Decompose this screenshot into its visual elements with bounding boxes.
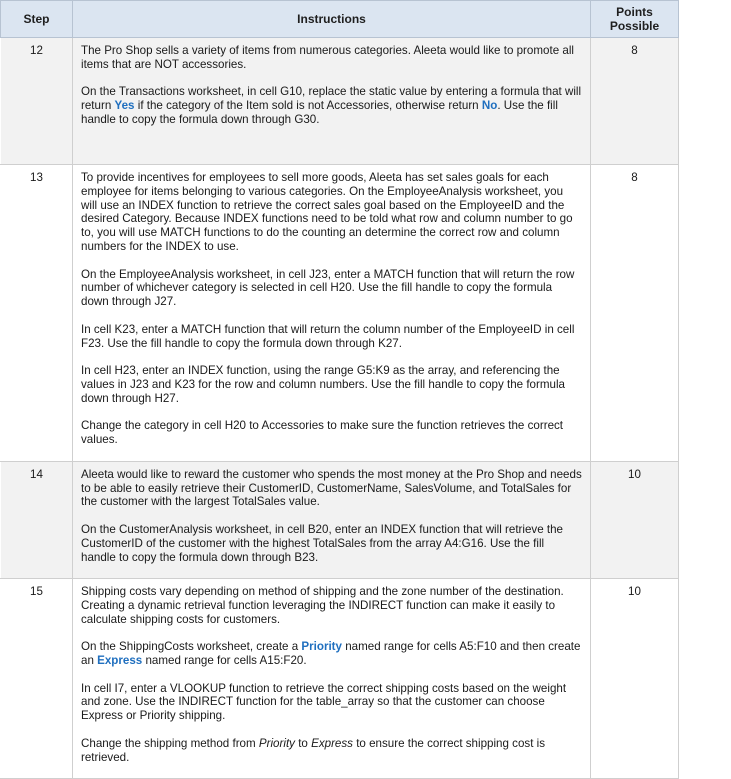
text-span: named range for cells A5:F10 and then create an [81, 640, 581, 668]
instruction-paragraph: In cell H23, enter an INDEX function, using the range G5:K9 as the array, and referencing the values in J23 and K23 for the row and column numbers. Use the fill handle to copy the formula down through H27. [81, 364, 565, 405]
table-row [1, 579, 679, 779]
instruction-paragraph: The Pro Shop sells a variety of items from numerous categories. Aleeta would like to promote all items that are NOT accessories. [81, 44, 574, 71]
keyword-priority: Priority [301, 640, 342, 654]
instruction-paragraph: Aleeta would like to reward the customer who spends the most money at the Pro Shop and needs to be able to easily retrieve their CustomerID, CustomerName, SalesVolume, and TotalSales for the customer with the largest TotalSales value. [81, 467, 582, 509]
header-points-line1: Points [616, 5, 653, 19]
points-value: 10 [591, 579, 679, 779]
text-span: to ensure the correct shipping cost is retrieved. [81, 736, 546, 764]
text-span: named range for cells A15:F20. [142, 654, 307, 668]
instruction-paragraph: Shipping costs vary depending on method of shipping and the zone number of the destination. Creating a dynamic retrieval function leveraging the INDIRECT function can make it easily to calculate shipping costs for customers. [81, 585, 564, 626]
step-number: 15 [1, 579, 73, 779]
text-span: if the category of the Item sold is not Accessories, otherwise return [134, 99, 482, 113]
instruction-paragraph: On the CustomerAnalysis worksheet, in cell B20, enter an INDEX function that will retrieve the CustomerID of the customer with the highest TotalSales from the array A4:G16. Use the fill handle to copy the formula down through B23. [81, 522, 564, 564]
instruction-cell [73, 579, 591, 779]
instruction-paragraph: On the EmployeeAnalysis worksheet, in cell J23, enter a MATCH function that will return the row number of whichever category is selected in cell H20. Use the fill handle to copy the formula down through J27. [81, 267, 575, 309]
instruction-cell [73, 461, 591, 578]
text-span: . Use the fill handle to copy the formula down through G30. [81, 99, 558, 126]
text-span: On the Transactions worksheet, in cell G10, replace the static value by entering a formula that will return [81, 85, 582, 113]
keyword-express: Express [97, 654, 143, 668]
points-value: 8 [591, 165, 679, 462]
italic-express: Express [311, 736, 353, 750]
instruction-paragraph: In cell K23, enter a MATCH function that will return the column number of the EmployeeID in cell F23. Use the fill handle to copy the formula down through K27. [81, 322, 575, 350]
points-value: 10 [591, 461, 679, 578]
header-instructions: Instructions [73, 1, 591, 38]
text-span: to [294, 736, 312, 750]
table-row [1, 38, 679, 165]
instruction-cell [73, 165, 591, 462]
italic-priority: Priority [258, 736, 295, 750]
step-number: 13 [1, 165, 73, 462]
header-points [591, 1, 679, 38]
instruction-paragraph [81, 737, 582, 765]
instruction-paragraph [81, 85, 582, 126]
step-number: 12 [1, 38, 73, 165]
keyword-yes: Yes [114, 99, 135, 113]
header-step: Step [1, 1, 73, 38]
table-row [1, 461, 679, 578]
keyword-no: No [481, 99, 498, 113]
instruction-paragraph [81, 640, 582, 668]
instruction-paragraph: Change the category in cell H20 to Accessories to make sure the function retrieves the correct values. [81, 419, 564, 447]
instruction-paragraph: To provide incentives for employees to sell more goods, Aleeta has set sales goals for each employee for items belonging to various categories. On the EmployeeAnalysis worksheet, you will use an INDEX function to retrieve the correct sales goal based on the EmployeeID and the desired Category. Because INDEX functions need to be told what row and column number to go to, you will use MATCH functions to do the counting an determine the correct row and column numbers for the INDEX to use. [81, 171, 573, 253]
text-span: On the ShippingCosts worksheet, create a [81, 640, 302, 654]
instruction-cell [73, 38, 591, 165]
header-points-line2: Possible [609, 19, 660, 33]
step-number: 14 [1, 461, 73, 578]
instruction-paragraph: In cell I7, enter a VLOOKUP function to retrieve the correct shipping costs based on the weight and zone. Use the INDIRECT function for the table_array so that the customer can choose Express or Priority shipping. [81, 681, 567, 723]
text-span: Change the shipping method from [81, 736, 259, 750]
points-value: 8 [591, 38, 679, 165]
table-row [1, 165, 679, 462]
